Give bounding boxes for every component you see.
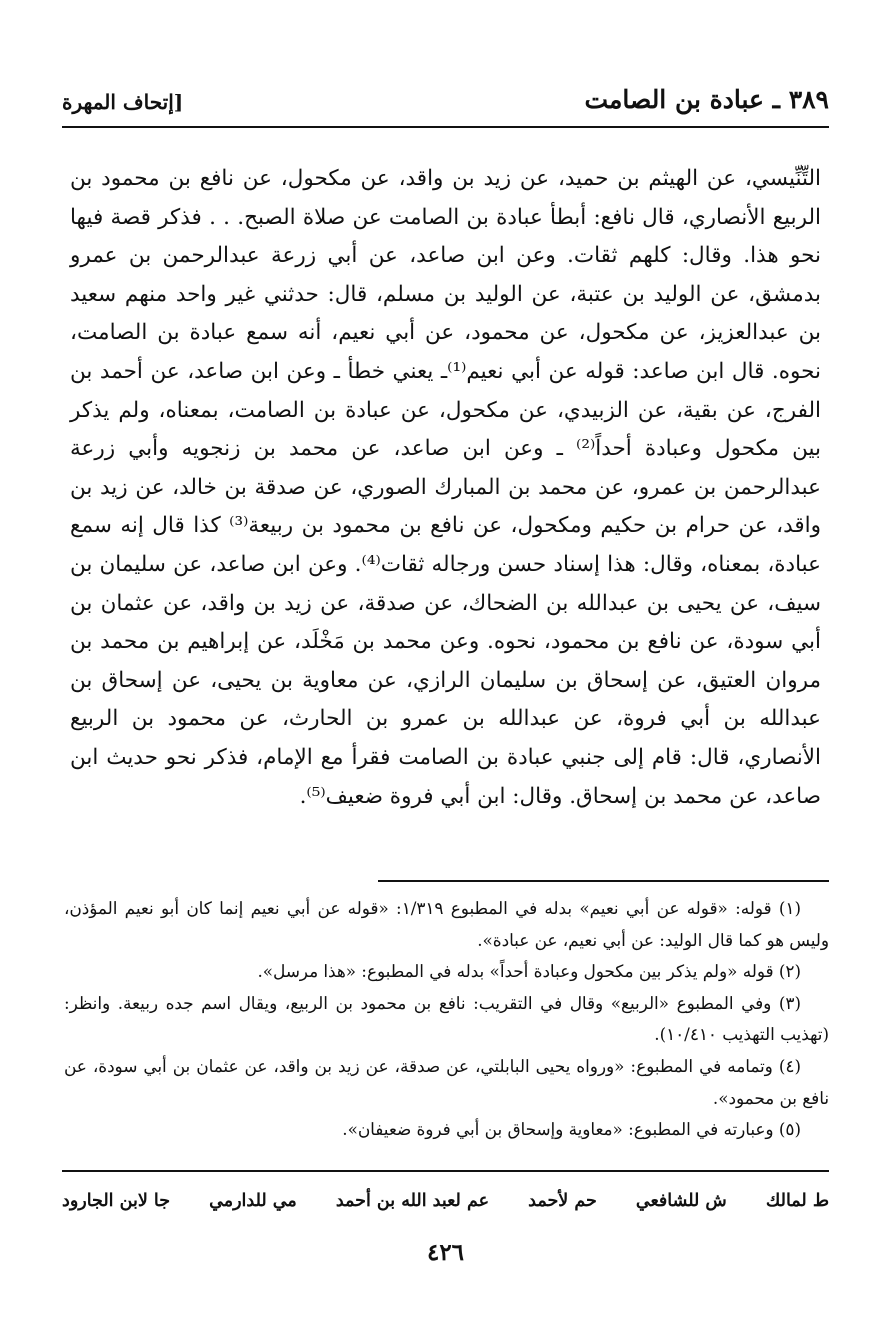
footnote-2: (٢) قوله «ولم يذكر بين مكحول وعبادة أحداً» بدله في المطبوع: «هذا مرسل». xyxy=(257,961,801,982)
abbrev-ibn-jarud: جا لابن الجارود xyxy=(62,1191,171,1211)
abbreviations-divider xyxy=(62,1170,829,1172)
footnote-divider xyxy=(378,880,829,882)
main-text xyxy=(70,160,821,816)
main-paragraph: التِّنِّيسي، عن الهيثم بن حميد، عن زيد بن واقد، عن مكحول، عن نافع بن محمود بن الربيع الأنصاري، قال نافع: أبطأ عبادة بن الصامت عن صلاة الصبح. . . فذكر قصة فيها نحو هذا. وقال: كلهم ثقات. وعن ابن صاعد، عن أبي زرعة عبدالرحمن بن عمرو بدمشق، عن الوليد بن عتبة، عن الوليد بن مسلم، قال: حدثني غير واحد منهم سعيد بن عبدالعزيز، عن مكحول، عن محمود، عن أبي نعيم، أنه سمع عبادة بن الصامت، نحوه. قال ابن صاعد: قوله عن أبي نعيم⁽¹⁾ـ يعني خطأ ـ وعن ابن صاعد، عن أحمد بن الفرج، عن بقية، عن الزبيدي، عن مكحول، عن عبادة بن الصامت، بمعناه، ولم يذكر بين مكحول وعبادة أحداً⁽²⁾ ـ وعن ابن صاعد، عن محمد بن زنجويه وأبي زرعة عبدالرحمن بن عمرو، عن محمد بن المبارك الصوري، عن صدقة بن خالد، عن زيد بن واقد، عن حرام بن حكيم ومكحول، عن نافع بن محمود بن ربيعة⁽³⁾ كذا قال إنه سمع عبادة، بمعناه، وقال: هذا إسناد حسن ورجاله ثقات⁽⁴⁾. وعن ابن صاعد، عن سليمان بن سيف، عن يحيى بن عبدالله بن الضحاك، عن صدقة، عن زيد بن واقد، عن عثمان بن أبي سودة، عن نافع بن محمود، نحوه. وعن محمد بن مَخْلَد، عن إبراهيم بن محمد بن مروان العتيق، عن إسحاق بن سليمان الرازي، عن معاوية بن يحيى، عن إسحاق بن عبدالله بن أبي فروة، عن عبدالله بن عمرو بن الحارث، عن محمود بن الربيع الأنصاري، قال: قام إلى جنبي عبادة بن الصامت فقرأ مع الإمام، فذكر نحو حديث ابن صاعد، عن محمد بن إسحاق. وقال: ابن أبي فروة ضعيف⁽⁵⁾. xyxy=(70,166,821,809)
chapter-title: ٣٨٩ ـ عبادة بن الصامت xyxy=(584,85,829,114)
header-divider xyxy=(62,126,829,128)
page-number: ٤٢٦ xyxy=(426,1239,465,1266)
abbrev-malik: ط لمالك xyxy=(765,1191,829,1211)
abbrev-abdullah: عم لعبد الله بن أحمد xyxy=(335,1191,490,1211)
book-title: [إتحاف المهرة xyxy=(62,90,184,114)
abbrev-shafii: ش للشافعي xyxy=(635,1191,727,1211)
abbrev-ahmad: حم لأحمد xyxy=(528,1191,597,1211)
footnotes xyxy=(64,893,829,1146)
footnote-3: (٣) وفي المطبوع «الربيع» وقال في التقريب: نافع بن محمود بن الربيع، ويقال اسم جده ربيعة. وانظر: (تهذيب التهذيب ١٠/٤١٠). xyxy=(64,992,829,1045)
footnote-4: (٤) وتمامه في المطبوع: «ورواه يحيى البابلتي، عن صدقة، عن زيد بن واقد، عن عثمان بن أبي سودة، عن نافع بن محمود». xyxy=(64,1055,829,1108)
abbrev-darimi: مي للدارمي xyxy=(209,1191,297,1211)
abbreviations-legend xyxy=(62,1186,829,1216)
footnote-1: (١) قوله: «قوله عن أبي نعيم» بدله في المطبوع ١/٣١٩: «قوله عن أبي نعيم إنما كان أبو نعيم المؤذن، وليس هو كما قال الوليد: عن أبي نعيم، عن عبادة». xyxy=(64,898,829,950)
running-header xyxy=(62,82,829,122)
footnote-5: (٥) وعبارته في المطبوع: «معاوية وإسحاق بن أبي فروة ضعيفان». xyxy=(342,1119,801,1140)
